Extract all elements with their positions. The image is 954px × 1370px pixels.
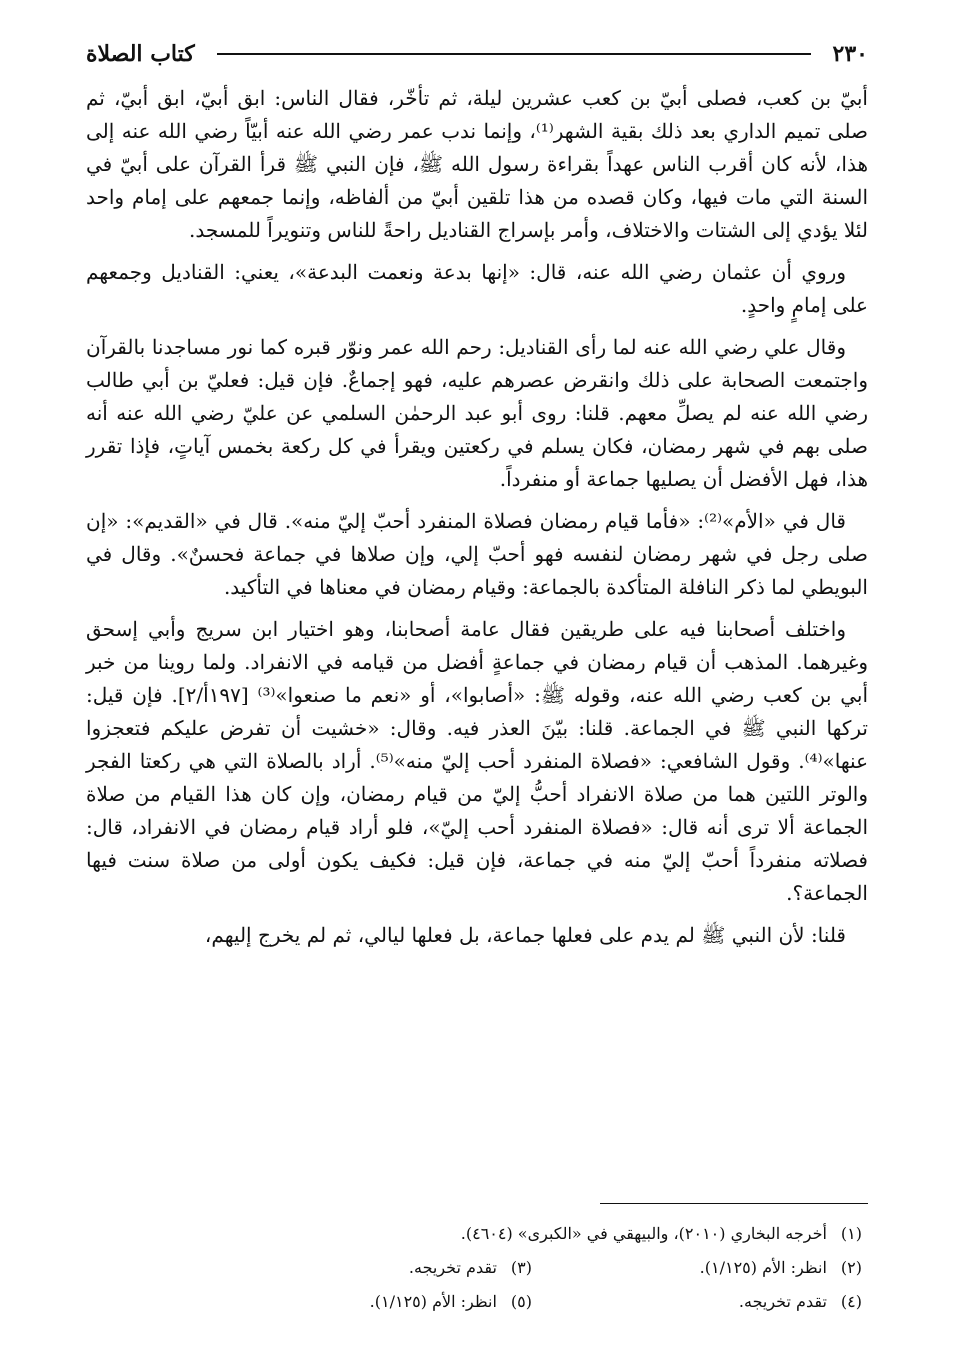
footnote-number: (٢) <box>840 1257 862 1277</box>
footnote-number: (٣) <box>510 1257 532 1277</box>
running-header <box>86 36 868 72</box>
footnote <box>532 1258 862 1277</box>
footnote-row <box>180 1284 862 1318</box>
footnote <box>461 1224 862 1243</box>
footnote <box>409 1258 532 1277</box>
footnote-text: انظر: الأم (١/١٢٥). <box>369 1291 497 1311</box>
footnote-number: (٤) <box>840 1291 862 1311</box>
footnote-text: تقدم تخريجه. <box>408 1257 497 1277</box>
footnote-text: انظر: الأم (١/١٢٥). <box>699 1257 827 1277</box>
footnote <box>370 1292 532 1311</box>
footnote-text: تقدم تخريجه. <box>738 1291 827 1311</box>
paragraph: قلنا: لأن النبي ﷺ لم يدم على فعلها جماعة، بل فعلها ليالي، ثم لم يخرج إليهم، <box>204 923 846 947</box>
header-rule <box>217 53 811 55</box>
page-number: ٢٣٠ <box>832 41 868 67</box>
footnote-row <box>180 1250 862 1284</box>
paragraph: قال في «الأم»⁽²⁾: «فأما قيام رمضان فصلاة المنفرد أحبّ إليّ منه». قال في «القديم»: «إن صلى رجل في شهر رمضان لنفسه فهو أحبّ إلي، وإن صلاها في جماعة فحسنٌ». وقال في البويطي لما ذكر النافلة المتأكدة بالجماعة: وقيام رمضان في معناها في التأكيد. <box>86 509 868 599</box>
footnote <box>532 1292 862 1311</box>
footnote-number: (١) <box>840 1223 862 1243</box>
footnote-separator <box>600 1203 868 1204</box>
paragraph: أبيّ بن كعب، فصلى أبيّ بن كعب عشرين ليلة، ثم تأخّر، فقال الناس: ابق أبيّ، ابق أبيّ، ثم صلى تميم الداري بعد ذلك بقية الشهر⁽¹⁾، وإنما ندب عمر رضي الله عنه أبيّاً رضي الله عنه إلى هذا، لأنه كان أقرب الناس عهداً بقراءة رسول الله ﷺ، فإن النبي ﷺ قرأ القرآن على أبيّ في السنة التي مات فيها، وكان قصده من هذا تلقين أبيّ من ألفاظه، وإنما جمعهم على إمام واحد لئلا يؤدي إلى الشتات والاختلاف، وأمر بإسراج القناديل راحةً للناس وتنويراً للمسجد. <box>86 86 868 242</box>
footnote-number: (٥) <box>510 1291 532 1311</box>
footnotes <box>180 1216 862 1318</box>
chapter-title: كتاب الصلاة <box>86 41 195 67</box>
main-text <box>86 82 868 961</box>
paragraph: وقال علي رضي الله عنه لما رأى القناديل: رحم الله عمر ونوّر قبره كما نور مساجدنا بالقرآن واجتمعت الصحابة على ذلك وانقرض عصرهم عليه، فهو إجماعٌ. فإن قيل: فعليّ بن أبي طالب رضي الله عنه لم يصلِّ معهم. قلنا: روى أبو عبد الرحمٰن السلمي عن عليّ رضي الله عنه أنه صلى بهم في شهر رمضان، فكان يسلم في ركعتين ويقرأ في كل ركعة بخمس آياتٍ، فإذا تقرر هذا، فهل الأفضل أن يصليها جماعة أو منفرداً. <box>86 335 868 491</box>
paragraph: وروي أن عثمان رضي الله عنه، قال: «إنها بدعة ونعمت البدعة»، يعني: القناديل وجمعهم على إمامٍ واحدٍ. <box>86 260 868 317</box>
footnote-row <box>180 1216 862 1250</box>
footnote-text: أخرجه البخاري (٢٠١٠)، والبيهقي في «الكبرى» (٤٦٠٤). <box>460 1223 827 1243</box>
paragraph: واختلف أصحابنا فيه على طريقين فقال عامة أصحابنا، وهو اختيار ابن سريج وأبي إسحق وغيرهما. المذهب أن قيام رمضان في جماعةٍ أفضل من قيامه في الانفراد. ولما روينا من خبر أبي بن كعب رضي الله عنه، وقوله ﷺ: «أصابوا»، أو «نعم ما صنعوا»⁽³⁾ [١٩٧أ/٢]. فإن قيل: تركها النبي ﷺ في الجماعة. قلنا: بيّنَ العذر فيه. وقال: «خشيت أن تفرض عليكم فتعجزوا عنها»⁽⁴⁾. وقول الشافعي: «فصلاة المنفرد أحب إليّ منه»⁽⁵⁾. أراد بالصلاة التي هي ركعتا الفجر والوتر اللتين هما من صلاة الانفراد أحبُّ إليّ من قيام رمضان، وإن كان هذا القيام من صلاة الجماعة ألا ترى أنه قال: «فصلاة المنفرد أحب إليّ»، فلو أراد قيام رمضان في الانفراد، قال: فصلاته منفرداً أحبّ إليّ منه في جماعة، فإن قيل: فكيف يكون أولى من صلاة سنت فيها الجماعة؟. <box>86 617 869 905</box>
